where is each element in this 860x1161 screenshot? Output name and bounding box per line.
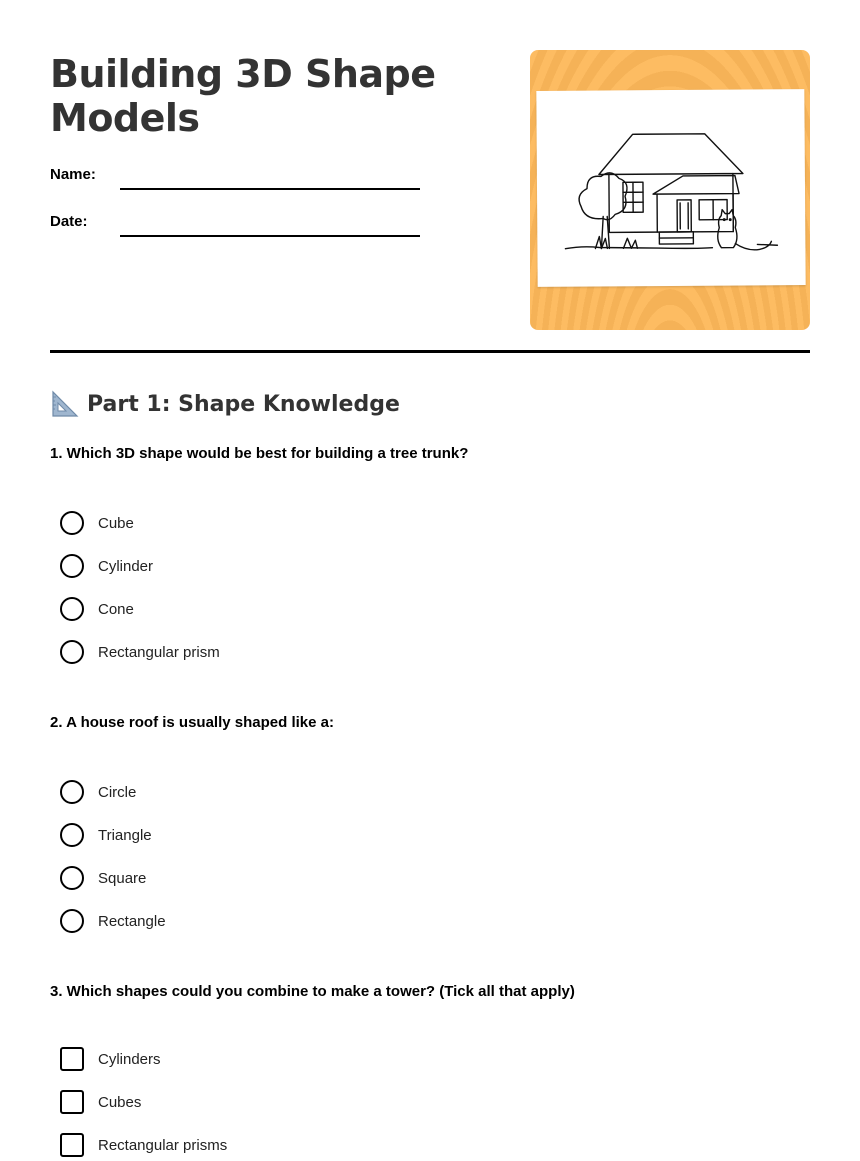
house-drawing-icon [536, 89, 805, 287]
date-field[interactable] [120, 235, 420, 237]
checkbox[interactable] [60, 1090, 84, 1114]
drawing-paper [536, 89, 805, 287]
radio-button[interactable] [60, 511, 84, 535]
radio-button[interactable] [60, 640, 84, 664]
option-label: Cylinders [98, 1050, 161, 1068]
option-label: Cone [98, 600, 134, 618]
radio-button[interactable] [60, 866, 84, 890]
q3-option-rectangular-prisms[interactable] [60, 1132, 227, 1158]
name-field[interactable] [120, 188, 420, 190]
option-label: Square [98, 869, 147, 887]
q1-option-cone[interactable] [60, 596, 134, 622]
radio-button[interactable] [60, 780, 84, 804]
header-divider [50, 350, 810, 353]
radio-button[interactable] [60, 597, 84, 621]
q1-option-rectangular-prism[interactable] [60, 639, 220, 665]
house-drawing-photo [530, 50, 810, 330]
page-title: Building 3D Shape Models [50, 52, 436, 140]
radio-button[interactable] [60, 909, 84, 933]
q3-option-cubes[interactable] [60, 1089, 141, 1115]
option-label: Circle [98, 783, 137, 801]
section-heading [50, 388, 400, 420]
q2-option-rectangle[interactable] [60, 908, 166, 934]
q3-option-cylinders[interactable] [60, 1046, 161, 1072]
date-label: Date: [50, 213, 88, 230]
checkbox[interactable] [60, 1133, 84, 1157]
option-label: Rectangle [98, 912, 166, 930]
worksheet-header [50, 50, 810, 330]
option-label: Cubes [98, 1093, 142, 1111]
q2-option-circle[interactable] [60, 779, 136, 805]
q1-option-cylinder[interactable] [60, 553, 153, 579]
radio-button[interactable] [60, 823, 84, 847]
option-label: Triangle [98, 826, 152, 844]
question-1: 1. Which 3D shape would be best for building a tree trunk? [50, 445, 469, 462]
section-heading-text: Part 1: Shape Knowledge [87, 391, 400, 417]
option-label: Rectangular prisms [98, 1136, 228, 1154]
option-label: Cube [98, 514, 134, 532]
question-3: 3. Which shapes could you combine to make a tower? (Tick all that apply) [50, 983, 575, 1000]
option-label: Cylinder [98, 557, 154, 575]
q2-option-triangle[interactable] [60, 822, 152, 848]
date-field-row [50, 211, 420, 241]
q1-option-cube[interactable] [60, 510, 134, 536]
checkbox[interactable] [60, 1047, 84, 1071]
option-label: Rectangular prism [98, 643, 220, 661]
q2-option-square[interactable] [60, 865, 146, 891]
name-field-row [50, 164, 420, 194]
set-square-icon [50, 389, 80, 419]
name-label: Name: [50, 166, 96, 183]
radio-button[interactable] [60, 554, 84, 578]
question-2: 2. A house roof is usually shaped like a: [50, 714, 334, 731]
